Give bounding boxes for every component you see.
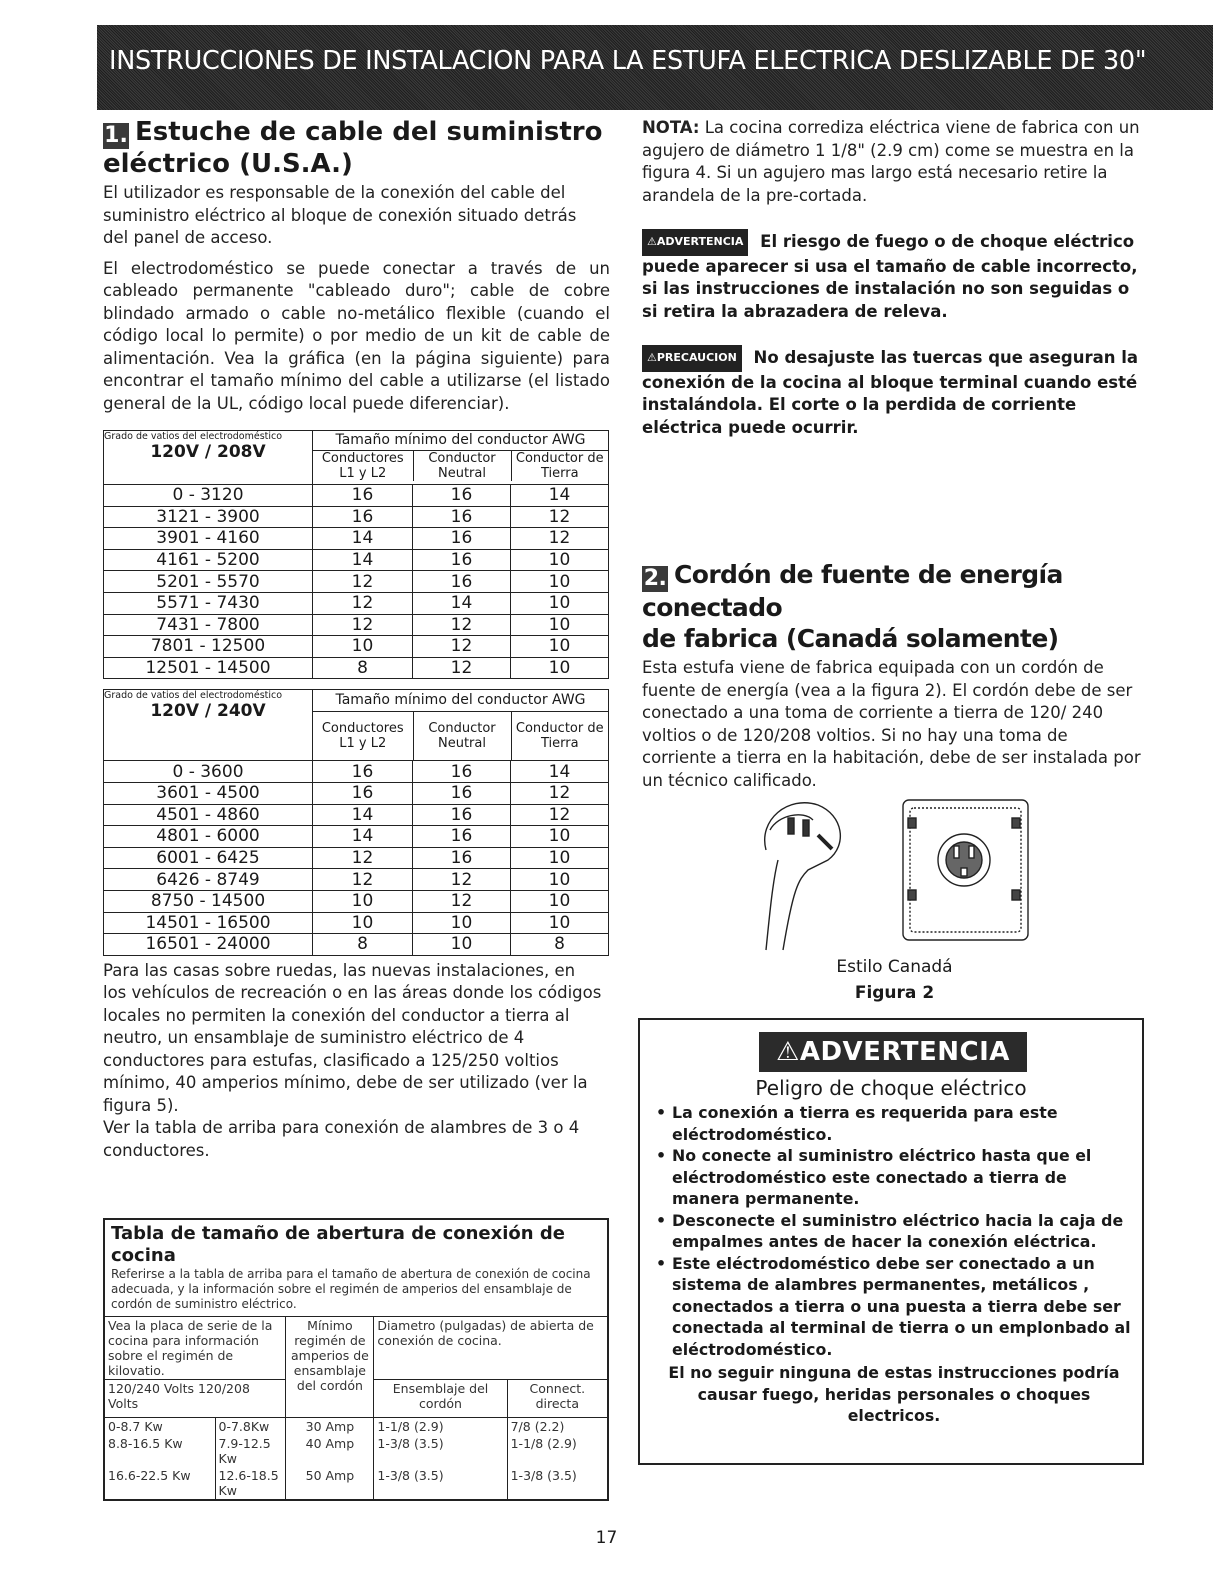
shock-warning-box: [638, 1018, 1144, 1465]
section1-title-line1: Estuche de cable del suministro: [135, 117, 603, 147]
table1-col2: Conductor Neutral: [413, 451, 511, 482]
caution-terminal: [642, 345, 1147, 439]
table1-col1: Conductores L1 y L2: [313, 451, 413, 482]
table-row: 6426 - 8749 12 12 10: [104, 869, 609, 891]
table-row: 7801 - 12500 10 12 10: [104, 636, 609, 658]
section1-para1: El utilizador es responsable de la conexión del cable del suministro eléctrico al bloque de conexión situado detrás del panel de acceso.: [103, 183, 577, 247]
table-row: 3601 - 4500 16 16 12: [104, 782, 609, 804]
warning-fire-text: El riesgo de fuego o de choque eléctrico puede aparecer si usa el tamaño de cable incorrecto, si las instrucciones de instalación no son seguidas o si retira la abrazadera de releva.: [642, 232, 1138, 321]
table-row: 0 - 3120 16 16 14: [104, 485, 609, 507]
table-row: 4161 - 5200 14 16 10: [104, 549, 609, 571]
table2-col3: Conductor de Tierra: [511, 712, 608, 760]
section2-title-line2: de fabrica (Canadá solamente): [642, 624, 1059, 653]
table2-voltage: 120V / 240V: [150, 701, 266, 722]
table-row: 0-8.7 Kw 0-7.8Kw 30 Amp 1-1/8 (2.9) 7/8 (2.2): [105, 1418, 607, 1436]
table1-voltage: 120V / 208V: [150, 442, 266, 462]
list-item: • La conexión a tierra es requerida para este eléctrodoméstico.: [654, 1102, 1134, 1145]
caution-text: No desajuste las tuercas que aseguran la conexión de la cocina al bloque terminal cuando esté instalándola. El corte o la perdida de corriente eléctrica puede ocurrir.: [642, 348, 1138, 437]
nota-text: La cocina corrediza eléctrica viene de fabrica con un agujero de diámetro 1 1/8" (2.9 cm) come se muestra en la figura 4. Si un agujero mas largo está necesario retire la arandela de la pre-cortada.: [642, 118, 1140, 205]
wall-receptacle-icon: [903, 800, 1028, 940]
section1-title-line2: eléctrico (U.S.A.): [103, 149, 353, 179]
table1-header-rating: [104, 431, 313, 485]
opening-header-volts: 120/240 Volts 120/208 Volts: [105, 1380, 286, 1418]
opening-size-table: [103, 1218, 609, 1501]
opening-table-grid: [105, 1316, 607, 1499]
opening-header-directa: Connect. directa: [507, 1380, 607, 1418]
table-row: 5571 - 7430 12 14 10: [104, 592, 609, 614]
table-row: 0 - 3600 16 16 14: [104, 761, 609, 783]
section2-number: 2.: [643, 566, 667, 591]
table-row: 6001 - 6425 12 16 10: [104, 847, 609, 869]
figure-style-label: Estilo Canadá: [836, 957, 953, 977]
nota-label: NOTA:: [642, 118, 700, 137]
table2-grado-label: Grado de vatios del electrodoméstico: [104, 690, 283, 702]
nota-paragraph: [642, 117, 1147, 207]
table-row: 7431 - 7800 12 12 10: [104, 614, 609, 636]
table-row: 16501 - 24000 8 10 8: [104, 934, 609, 956]
table-row: 14501 - 16500 10 10 10: [104, 912, 609, 934]
table-row: 12501 - 14500 8 12 10: [104, 657, 609, 679]
table2-body: [104, 761, 609, 955]
opening-header-diametro: Diametro (pulgadas) de abierta de conexión de cocina.: [374, 1317, 607, 1380]
table1-col3: Conductor de Tierra: [511, 451, 608, 482]
table2-header-rating: [104, 690, 313, 761]
section2-title-line1: Cordón de fuente de energía conectado: [642, 560, 1063, 622]
table2-col2: Conductor Neutral: [413, 712, 511, 760]
table-row: 3121 - 3900 16 16 12: [104, 506, 609, 528]
table2-header-awg: [313, 690, 609, 761]
opening-header-ensamblaje: Ensemblaje del cordón: [374, 1380, 507, 1418]
advertencia-banner: ⚠ADVERTENCIA: [759, 1032, 1027, 1072]
shock-warning-title: Peligro de choque eléctrico: [755, 1076, 1027, 1100]
table1-header-awg: [313, 431, 609, 485]
table2-awg-label: Tamaño mínimo del conductor AWG: [335, 692, 586, 709]
opening-table-title: Tabla de tamaño de abertura de conexión de cocina: [111, 1223, 565, 1266]
table-row: 8.8-16.5 Kw 7.9-12.5 Kw 40 Amp 1-3/8 (3.5) 1-1/8 (2.9): [105, 1435, 607, 1467]
power-cord-plug-icon: [765, 803, 841, 950]
opening-header-placa: Vea la placa de serie de la cocina para información sobre el regimén de kilovatio.: [105, 1317, 286, 1380]
table-row: 4801 - 6000 14 16 10: [104, 826, 609, 848]
wire-note-paragraph: Ver la tabla de arriba para conexión de alambres de 3 o 4 conductores.: [103, 1118, 580, 1160]
header-banner: [97, 25, 1213, 110]
list-item: • Este eléctrodoméstico debe ser conectado a un sistema de alambres permanentes, metálicos , conectados a tierra o una puesta a tierra debe ser conectada al terminal de tierra o un emplonbado al eléctrodoméstico.: [654, 1253, 1134, 1361]
section1-number: 1.: [104, 123, 128, 148]
section2-paragraph: Esta estufa viene de fabrica equipada con un cordón de fuente de energía (vea a la figura 2). El cordón debe de ser conectado a una toma de corriente a tierra de 120/ 240 voltios o de 120/208 voltios. Si no hay una toma de corriente a tierra en la habitación, debe de ser instalada por un técnico calificado.: [642, 658, 1141, 790]
list-item: • Desconecte el suministro eléctrico hacia la caja de empalmes antes de hacer la conexión eléctrica.: [654, 1210, 1134, 1253]
section1-heading: [103, 117, 610, 180]
table2-col1: Conductores L1 y L2: [313, 712, 413, 760]
table1-awg-label: Tamaño mínimo del conductor AWG: [335, 432, 586, 448]
right-column: [642, 115, 1147, 792]
opening-table-description: Referirse a la tabla de arriba para el tamaño de abertura de conexión de cocina adecuada, y la información sobre el regimén de amperios del ensamblaje de cordón de suministro eléctrico.: [111, 1267, 591, 1311]
advertencia-badge: ⚠ADVERTENCIA: [642, 229, 748, 256]
precaucion-badge: ⚠PRECAUCION: [642, 345, 742, 372]
list-item: • No conecte al suministro eléctrico hasta que el eléctrodoméstico este conectado a tierra de manera permanente.: [654, 1145, 1134, 1210]
table1-body: [104, 485, 609, 679]
left-column: [103, 115, 610, 1162]
table-row: 5201 - 5570 12 16 10: [104, 571, 609, 593]
page-title: INSTRUCCIONES DE INSTALACION PARA LA ESTUFA ELECTRICA DESLIZABLE DE 30": [109, 46, 1147, 76]
mobile-home-paragraph: Para las casas sobre ruedas, las nuevas instalaciones, en los vehículos de recreación o en las áreas donde los códigos locales no permiten la conexión del conductor a tierra al neutro, un ensamblaje de suministro eléctrico de 4 conductores para estufas, clasificado a 125/250 voltios mínimo, 40 amperios mínimo, debe de ser utilizado (ver la figura 5).: [103, 960, 602, 1115]
table-row: 16.6-22.5 Kw 12.6-18.5 Kw 50 Amp 1-3/8 (3.5) 1-3/8 (3.5): [105, 1467, 607, 1499]
table1-grado-label: Grado de vatios del electrodoméstico: [104, 431, 283, 442]
awg-table-240: [103, 689, 609, 955]
table-row: 3901 - 4160 14 16 12: [104, 528, 609, 550]
section2-heading: [642, 559, 1147, 654]
awg-table-208: [103, 430, 609, 679]
shock-warning-list: [654, 1102, 1134, 1427]
table-row: 4501 - 4860 14 16 12: [104, 804, 609, 826]
shock-warning-final: El no seguir ninguna de estas instrucciones podría causar fuego, heridas personales o choques electricos.: [668, 1363, 1120, 1425]
canada-plug-figure: [748, 790, 1038, 952]
section1-para2: El electrodoméstico se puede conectar a través de un cableado permanente "cableado duro"; cable de cobre blindado armado o cable no-metálico flexible (cuando el código local lo permite) o por medio de un kit de cable de alimentación. Vea la gráfica (en la página siguiente) para encontrar el tamaño mínimo del cable a utilizarse (el listado general de la UL, código local puede diferenciar).: [103, 258, 610, 413]
page-number: 17: [595, 1528, 618, 1548]
opening-header-minimo: Mínimo regimén de amperios de ensamblaje del cordón: [286, 1317, 374, 1418]
table-row: 8750 - 14500 10 12 10: [104, 890, 609, 912]
figure-caption: Figura 2: [854, 983, 935, 1003]
warning-fire-shock: [642, 229, 1147, 323]
